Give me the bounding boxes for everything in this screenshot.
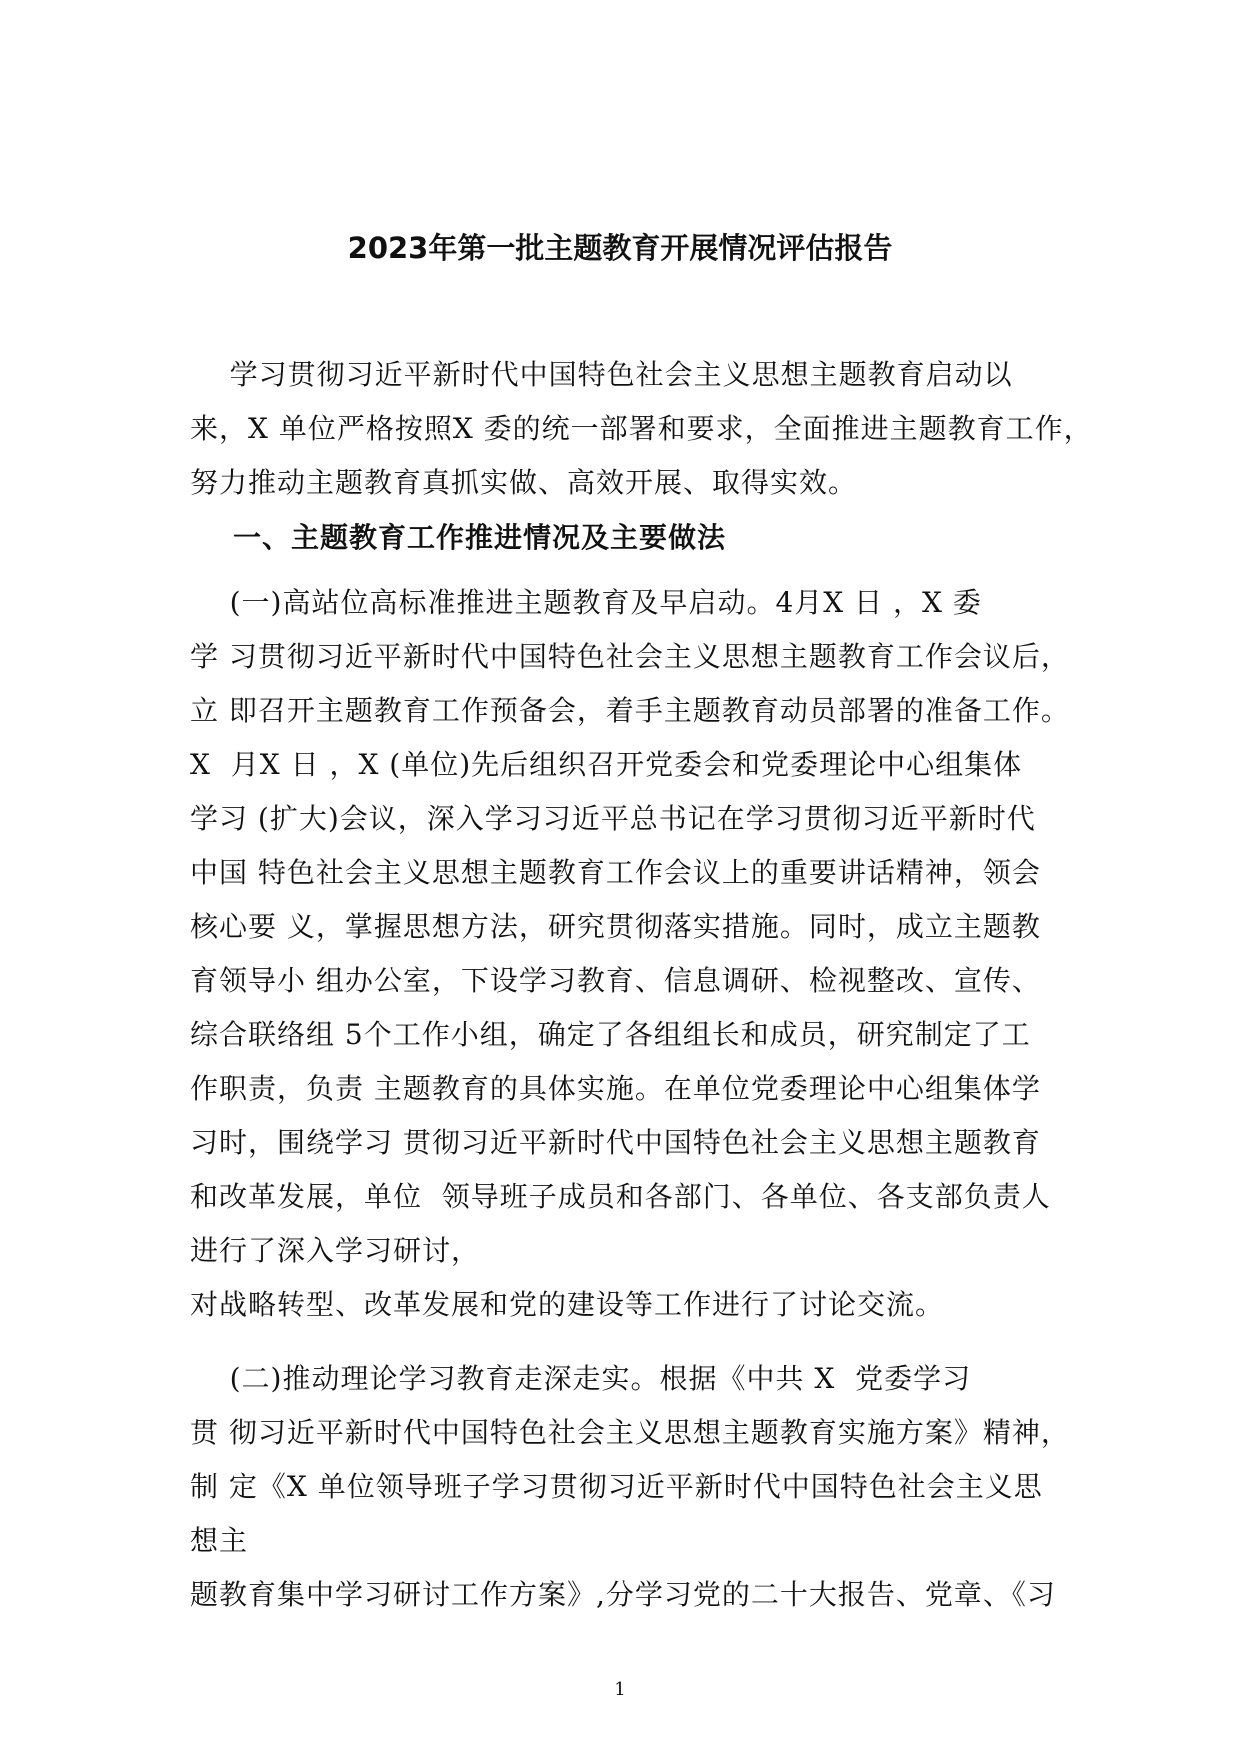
text-line: X 月X 日 ，X (单位)先后组织召开党委会和党委理论中心组集体	[190, 748, 1023, 781]
text-line: 作职责，负责 主题教育的具体实施。在单位党委理论中心组集体学	[190, 1072, 1041, 1105]
text-line: 习时，围绕学习 贯彻习近平新时代中国特色社会主义思想主题教育	[190, 1126, 1041, 1159]
text-line: 制 定《X 单位领导班子学习贯彻习近平新时代中国特色社会主义思	[190, 1470, 1043, 1503]
text-line: 综合联络组 5个工作小组，确定了各组组长和成员，研究制定了工	[190, 1018, 1031, 1051]
text-line: 努力推动主题教育真抓实做、高效开展、取得实效。	[190, 466, 858, 499]
text-line: 对战略转型、改革发展和党的建设等工作进行了讨论交流。	[190, 1288, 945, 1321]
text-line: 题教育集中学习研讨工作方案》,分学习党的二十大报告、党章、《习	[190, 1578, 1056, 1611]
text-line: 学 习贯彻习近平新时代中国特色社会主义思想主题教育工作会议后，	[190, 640, 1070, 673]
section-heading: 一、主题教育工作推进情况及主要做法	[190, 521, 726, 554]
document-title: 2023年第一批主题教育开展情况评估报告	[347, 231, 893, 265]
document-body	[190, 348, 1093, 1622]
text-line: 贯 彻习近平新时代中国特色社会主义思想主题教育实施方案》精神，	[190, 1416, 1070, 1449]
text-line: (一)高站位高标准推进主题教育及早启动。4月X 日 ，X 委	[190, 586, 982, 619]
text-line: 学习 (扩大)会议，深入学习习近平总书记在学习贯彻习近平新时代	[190, 802, 1036, 835]
text-line: 进行了深入学习研讨，	[190, 1234, 481, 1267]
text-line: 核心要 义，掌握思想方法，研究贯彻落实措施。同时，成立主题教	[190, 910, 1041, 943]
page-number: 1	[614, 1679, 626, 1700]
text-line: 学习贯彻习近平新时代中国特色社会主义思想主题教育启动以	[190, 358, 1013, 391]
text-line: 想主	[190, 1524, 249, 1557]
text-line: 立 即召开主题教育工作预备会，着手主题教育动员部署的准备工作。	[190, 694, 1070, 727]
text-line: 中国 特色社会主义思想主题教育工作会议上的重要讲话精神，领会	[190, 856, 1041, 889]
text-line: 育领导小 组办公室，下设学习教育、信息调研、检视整改、宣传、	[190, 964, 1041, 997]
text-line: 来，X 单位严格按照X 委的统一部署和要求，全面推进主题教育工作，	[190, 412, 1093, 445]
text-line: 和改革发展，单位 领导班子成员和各部门、各单位、各支部负责人	[190, 1180, 1051, 1213]
text-line: (二)推动理论学习教育走深走实。根据《中共 X 党委学习	[190, 1362, 972, 1395]
